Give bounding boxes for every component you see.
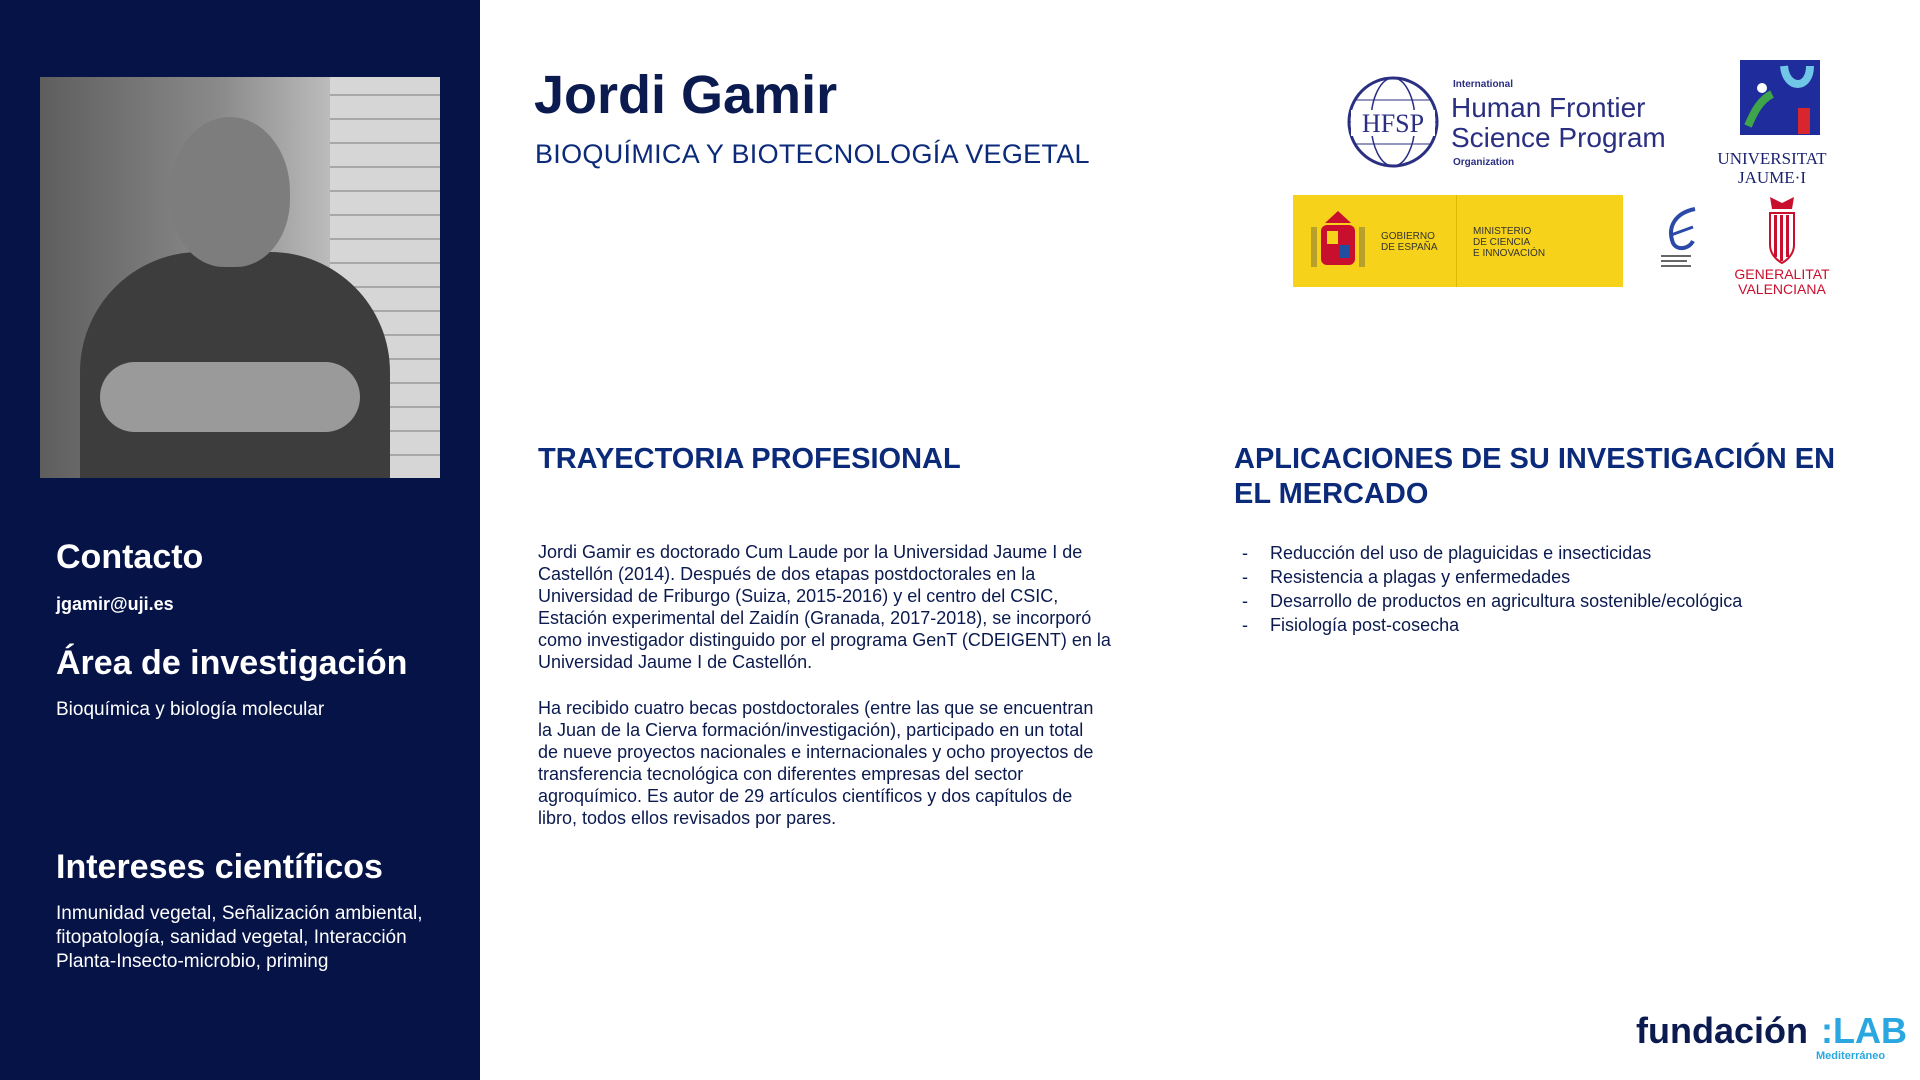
gob-left-line: DE ESPAÑA bbox=[1381, 242, 1438, 253]
applications-title bbox=[1234, 442, 1835, 512]
photo-person-head bbox=[170, 117, 290, 267]
gob-divider bbox=[1456, 195, 1457, 287]
trajectory-paragraph-1 bbox=[538, 541, 1188, 673]
paragraph-line: la Juan de la Cierva formación/investigación), participado en un total bbox=[538, 720, 1084, 740]
hfsp-logo bbox=[1343, 75, 1688, 175]
photo-person-arms bbox=[100, 362, 360, 432]
list-item: - Resistencia a plagas y enfermedades bbox=[1242, 565, 1742, 589]
interests-line: Planta-Insecto-microbio, priming bbox=[56, 951, 329, 972]
fundacion-lab-mediterraneo-logo bbox=[1636, 1010, 1906, 1065]
paragraph-line: Universidad Jaume I de Castellón. bbox=[538, 652, 813, 672]
fund-part1-text: fundación bbox=[1636, 1010, 1808, 1051]
spain-coat-of-arms-icon bbox=[1307, 209, 1369, 275]
paragraph-line: como investigador distinguido por el programa GenT (CDEIGENT) en la bbox=[538, 630, 1111, 650]
hfsp-line2-text: Science Program bbox=[1451, 122, 1666, 153]
paragraph-line: Castellón (2014). Después de dos etapas postdoctorales en la bbox=[538, 564, 1036, 584]
list-item: - Desarrollo de productos en agricultura sostenible/ecológica bbox=[1242, 589, 1742, 613]
applications-title-line: EL MERCADO bbox=[1234, 478, 1429, 510]
research-area-text: Bioquímica y biología molecular bbox=[56, 699, 325, 720]
paragraph-line: de nueve proyectos nacionales e internacionales y ocho proyectos de bbox=[538, 742, 1094, 762]
trajectory-paragraph-2 bbox=[538, 697, 1188, 829]
applications-list bbox=[1242, 541, 1742, 637]
gob-right-text bbox=[1473, 226, 1545, 259]
list-item: - Reducción del uso de plaguicidas e insecticidas bbox=[1242, 541, 1742, 565]
paragraph-line: transferencia tecnológica con diferentes empresas del sector bbox=[538, 764, 1024, 784]
profile-photo bbox=[40, 77, 440, 478]
interests-line: Inmunidad vegetal, Señalización ambiental, bbox=[56, 903, 423, 924]
paragraph-line: Universidad de Friburgo (Suiza, 2015-2016) y el centro del CSIC, bbox=[538, 586, 1059, 606]
list-item: - Fisiología post-cosecha bbox=[1242, 613, 1742, 637]
uji-line2-text: JAUME·I bbox=[1738, 168, 1806, 185]
universitat-jaume-i-logo bbox=[1710, 60, 1835, 185]
gob-right-line: MINISTERIO bbox=[1473, 226, 1532, 237]
gva-line2-text: VALENCIANA bbox=[1738, 281, 1826, 295]
contact-email[interactable]: jgamir@uji.es bbox=[56, 594, 174, 614]
person-name: Jordi Gamir bbox=[534, 65, 838, 125]
sidebar bbox=[0, 0, 480, 1080]
interests-line: fitopatología, sanidad vegetal, Interacción bbox=[56, 927, 407, 948]
applications-title-line: APLICACIONES DE SU INVESTIGACIÓN EN bbox=[1234, 443, 1836, 475]
paragraph-line: agroquímico. Es autor de 29 artículos científicos y dos capítulos de bbox=[538, 786, 1073, 806]
gob-left-text bbox=[1381, 231, 1438, 253]
scientific-interests-text bbox=[56, 902, 423, 974]
agencia-estatal-investigacion-logo bbox=[1655, 205, 1705, 275]
scientific-interests-heading: Intereses científicos bbox=[56, 848, 383, 886]
research-area-heading: Área de investigación bbox=[56, 644, 408, 682]
contact-heading: Contacto bbox=[56, 538, 204, 576]
generalitat-valenciana-logo bbox=[1730, 195, 1835, 295]
gva-line1-text: GENERALITAT bbox=[1734, 266, 1830, 282]
gob-right-line: E INNOVACIÓN bbox=[1473, 248, 1546, 259]
fund-part2-text: :LAB bbox=[1821, 1010, 1907, 1051]
gobierno-espana-ministerio-logo bbox=[1293, 195, 1623, 287]
uji-line1-text: UNIVERSITAT bbox=[1717, 149, 1827, 168]
paragraph-line: Jordi Gamir es doctorado Cum Laude por la Universidad Jaume I de bbox=[538, 542, 1083, 562]
fund-sub-text: Mediterráneo bbox=[1816, 1050, 1886, 1062]
gob-left-line: GOBIERNO bbox=[1381, 231, 1435, 242]
hfsp-top-text: International bbox=[1453, 79, 1514, 90]
gob-right-line: DE CIENCIA bbox=[1473, 237, 1531, 248]
hfsp-line1-text: Human Frontier bbox=[1451, 92, 1646, 123]
hfsp-bottom-text: Organization bbox=[1453, 157, 1515, 168]
hfsp-badge-text: HFSP bbox=[1361, 109, 1425, 138]
paragraph-line: Ha recibido cuatro becas postdoctorales (entre las que se encuentran bbox=[538, 698, 1094, 718]
person-field-subtitle: BIOQUÍMICA Y BIOTECNOLOGÍA VEGETAL bbox=[535, 139, 1090, 169]
trajectory-title: TRAYECTORIA PROFESIONAL bbox=[538, 443, 961, 475]
paragraph-line: libro, todos ellos revisados por pares. bbox=[538, 808, 837, 828]
paragraph-line: Estación experimental del Zaidín (Granada, 2017-2018), se incorporó bbox=[538, 608, 1092, 628]
